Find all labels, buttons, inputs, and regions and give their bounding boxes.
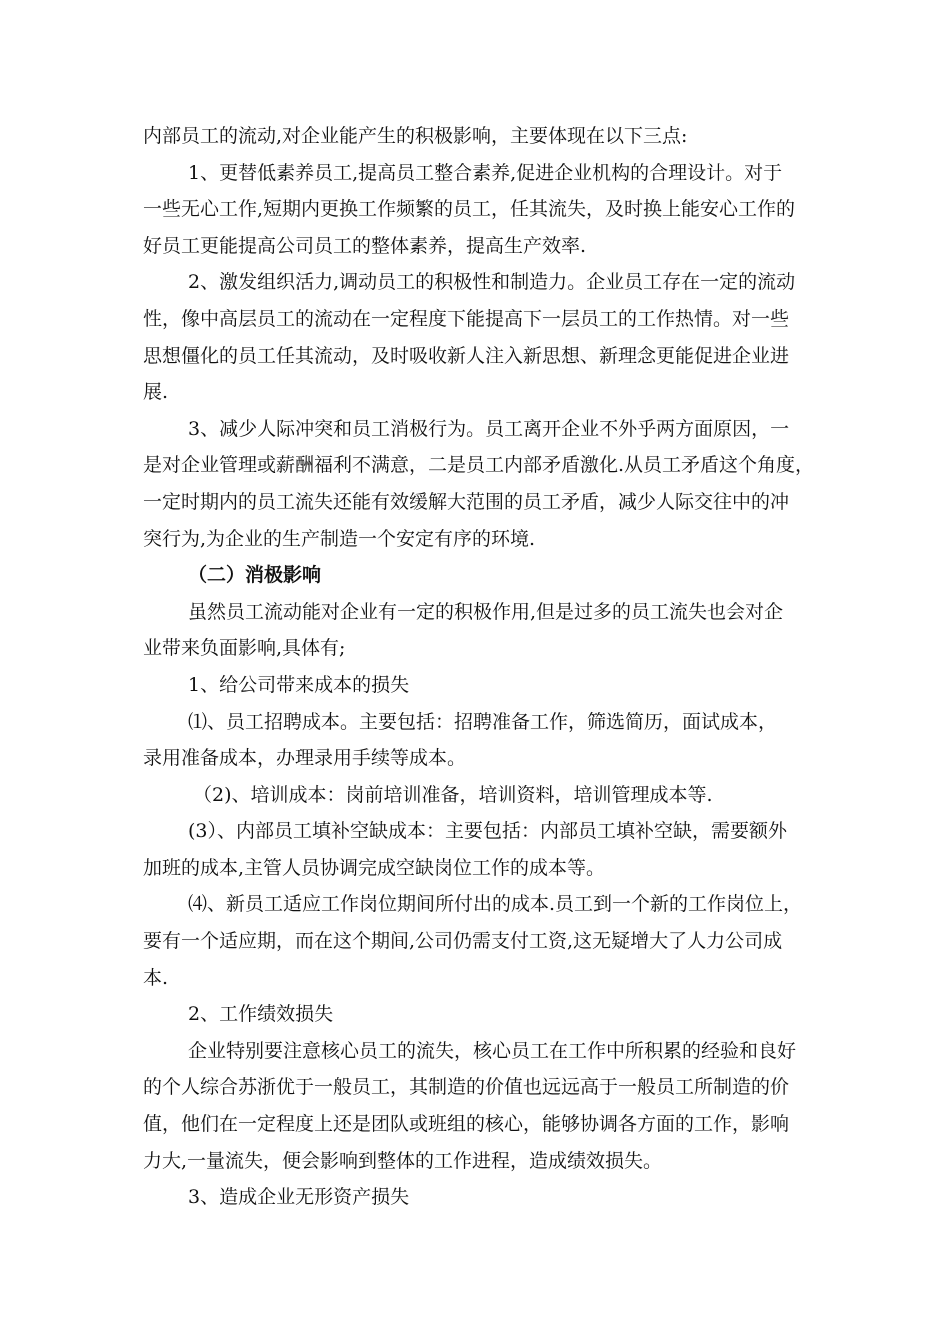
text-line: 要有一个适应期，而在这个期间,公司仍需支付工资,这无疑增大了人力公司成	[143, 930, 783, 953]
text-line: 1、更替低素养员工,提高员工整合素养,促进企业机构的合理设计。对于	[188, 161, 783, 184]
text-line: 虽然员工流动能对企业有一定的积极作用,但是过多的员工流失也会对企	[188, 600, 784, 623]
text-line: 加班的成本,主管人员协调完成空缺岗位工作的成本等。	[143, 856, 606, 879]
text-line: 突行为,为企业的生产制造一个安定有序的环境.	[143, 527, 536, 550]
text-line: 内部员工的流动,对企业能产生的积极影响，主要体现在以下三点:	[143, 125, 688, 147]
text-line: 3、减少人际冲突和员工消极行为。员工离开企业不外乎两方面原因，一	[188, 417, 790, 440]
text-line: 2、工作绩效损失	[188, 1003, 334, 1026]
text-line: 思想僵化的员工任其流动，及时吸收新人注入新思想、新理念更能促进企业进	[143, 344, 790, 367]
text-line: 性，像中高层员工的流动在一定程度下能提高下一层员工的工作热情。对一些	[143, 307, 790, 330]
text-line: 好员工更能提高公司员工的整体素养，提高生产效率.	[143, 234, 587, 257]
text-line: 的个人综合苏浙优于一般员工，其制造的价值也远远高于一般员工所制造的价	[143, 1076, 790, 1099]
text-line: 是对企业管理或薪酬福利不满意，二是员工内部矛盾激化.从员工矛盾这个角度，	[143, 454, 815, 477]
text-line: 值，他们在一定程度上还是团队或班组的核心，能够协调各方面的工作，影响	[143, 1113, 790, 1136]
document-body	[143, 118, 815, 1216]
text-line: ⑷、新员工适应工作岗位期间所付出的成本.员工到一个新的工作岗位上，	[188, 893, 803, 916]
text-line: 业带来负面影响,具体有;	[143, 637, 346, 660]
text-line: 一些无心工作,短期内更换工作频繁的员工，任其流失，及时换上能安心工作的	[143, 198, 796, 221]
text-line: （2)、培训成本：岗前培训准备，培训资料，培训管理成本等.	[193, 783, 713, 806]
text-line: 企业特别要注意核心员工的流失，核心员工在工作中所积累的经验和良好	[188, 1039, 797, 1062]
text-line: 3、造成企业无形资产损失	[188, 1186, 410, 1209]
text-line: (3）、内部员工填补空缺成本：主要包括：内部员工填补空缺，需要额外	[188, 820, 788, 843]
text-line: 一定时期内的员工流失还能有效缓解大范围的员工矛盾，减少人际交往中的冲	[143, 490, 790, 513]
text-line: 展.	[143, 381, 169, 404]
section-heading: （二）消极影响	[188, 564, 322, 587]
text-line: 录用准备成本，办理录用手续等成本。	[143, 747, 467, 770]
text-line: 本.	[143, 966, 169, 989]
text-line: ⑴、员工招聘成本。主要包括：招聘准备工作，筛选简历，面试成本，	[188, 710, 778, 733]
text-line: 力大,一量流失，便会影响到整体的工作进程，造成绩效损失。	[143, 1149, 663, 1172]
text-line: 2、激发组织活力,调动员工的积极性和制造力。企业员工存在一定的流动	[188, 271, 796, 294]
text-line: 1、给公司带来成本的损失	[188, 673, 410, 696]
